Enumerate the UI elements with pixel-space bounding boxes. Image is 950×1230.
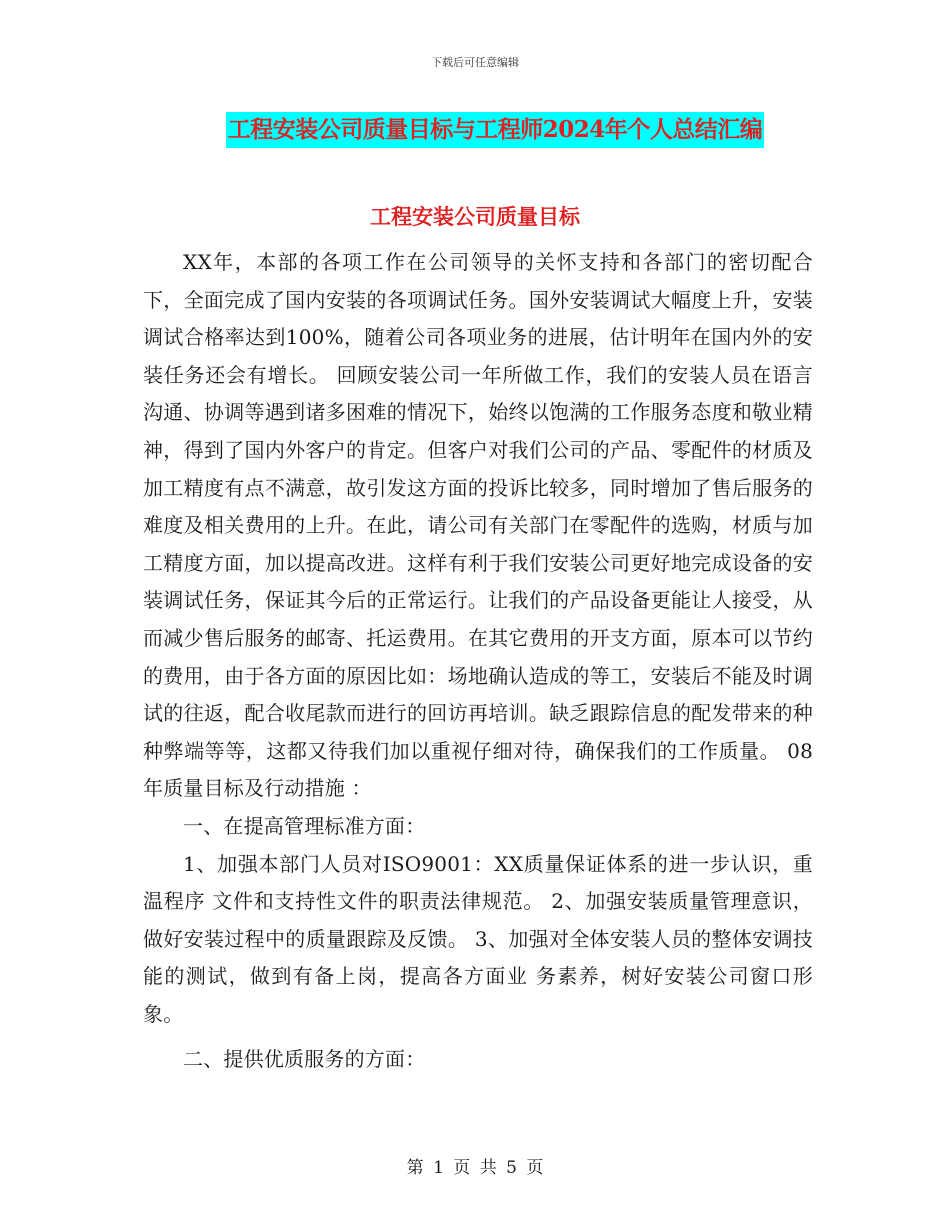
paragraph-management-items: 1、加强本部门人员对ISO9001：XX质量保证体系的进一步认识，重温程序 文件和支持性文件的职责法律规范。 2、加强安装质量管理意识，做好安装过程中的质量跟踪及反馈。 3、加强对全体安装人员的整体安调技能的测试，做到有备上岗，提高各方面业 务素养，树好安装公司窗口形象。 [143,851,813,1026]
page-footer: 第 1 页 共 5 页 [406,1158,544,1178]
paragraph-heading-management: 一、在提高管理标准方面： [183,813,426,838]
document-title-text: 工程安装公司质量目标与工程师2024年个人总结汇编 [226,112,765,148]
paragraph-intro: XX年，本部的各项工作在公司领导的关怀支持和各部门的密切配合下，全面完成了国内安装的各项调试任务。国外安装调试大幅度上升，安装调试合格率达到100%，随着公司各项业务的进展，估计明年在国内外的安装任务还会有增长。 回顾安装公司一年所做工作，我们的安装人员在语言沟通、协调等遇到诸多困难的情况下，始终以饱满的工作服务态度和敬业精神，得到了国内外客户的肯定。但客户对我们公司的产品、零配件的材质及加工精度有点不满意，故引发这方面的投诉比较多，同时增加了售后服务的难度及相关费用的上升。在此，请公司有关部门在零配件的选购，材质与加工精度方面，加以提高改进。这样有利于我们安装公司更好地完成设备的安装调试任务，保证其今后的正常运行。让我们的产品设备更能让人接受，从而减少售后服务的邮寄、托运费用。在其它费用的开支方面，原本可以节约的费用，由于各方面的原因比如：场地确认造成的等工，安装后不能及时调试的往返，配合收尾款而进行的回访再培训。缺乏跟踪信息的配发带来的种种弊端等等，这都又待我们加以重视仔细对待，确保我们的工作质量。 08年质量目标及行动措施 ： [143,250,813,801]
document-body [143,244,813,1079]
paragraph-heading-service: 二、提供优质服务的方面： [183,1047,426,1072]
header-note: 下载后可任意编辑 [431,56,519,69]
section-title: 工程安装公司质量目标 [370,204,580,229]
document-title [0,112,950,148]
